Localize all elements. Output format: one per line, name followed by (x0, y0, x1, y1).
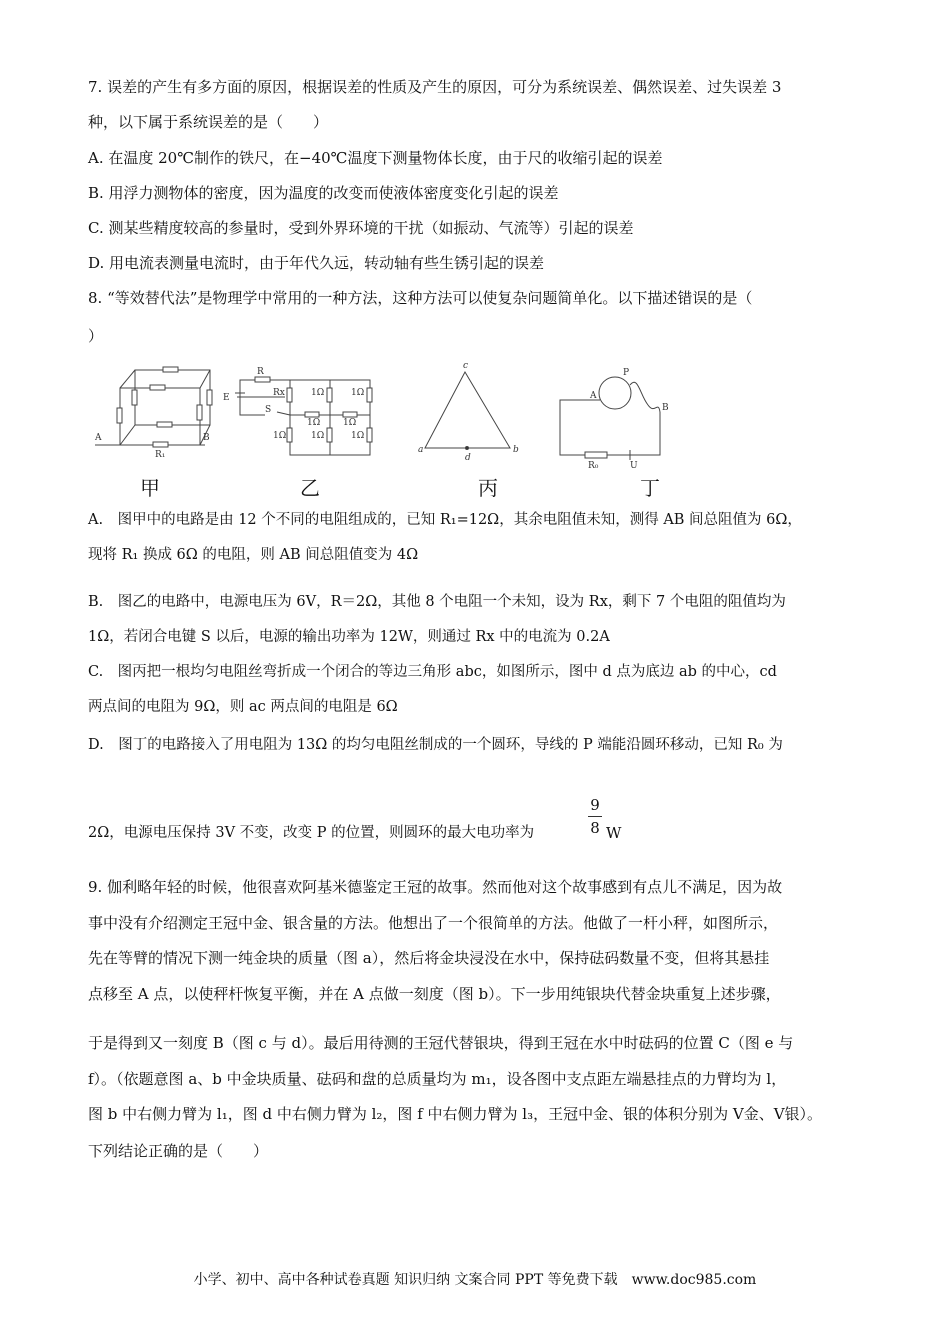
q9-line: f）。（依题意图 a、b 中金块质量、砝码和盘的总质量均为 m₁，设各图中支点距左端悬挂点的力臂均为 l， (88, 1070, 787, 1088)
q7-option-d: D. 用电流表测量电流时，由于年代久远，转动轴有些生锈引起的误差 (88, 254, 545, 272)
q9-line: 事中没有介绍测定王冠中金、银含量的方法。他想出了一个很简单的方法。他做了一杆小秤，如图所示， (88, 914, 779, 932)
svg-text:A: A (590, 391, 597, 401)
svg-text:E: E (223, 393, 230, 403)
q7-stem: 7. 误差的产生有多方面的原因，根据误差的性质及产生的原因，可分为系统误差、偶然误差、过失误差 3 (88, 78, 782, 96)
figure-bing-triangle (418, 361, 519, 463)
figure-label-jia: 甲 (140, 476, 160, 500)
figure-label-ding: 丁 (640, 476, 660, 500)
svg-text:1Ω: 1Ω (311, 388, 325, 398)
svg-text:S: S (265, 405, 272, 415)
q9-line: 下列结论正确的是（ ） (88, 1142, 269, 1160)
q8-option-d: D. 图丁的电路接入了用电阻为 13Ω 的均匀电阻丝制成的一个圆环，导线的 P 端能沿圆环移动，已知 R₀ 为 (88, 737, 783, 753)
q7-stem-cont: 种，以下属于系统误差的是（ ） (88, 113, 329, 131)
figure-ding-ring (560, 368, 669, 471)
q7-option-a: A. 在温度 20℃制作的铁尺，在−40℃温度下测量物体长度，由于尺的收缩引起的误差 (88, 149, 663, 167)
svg-text:c: c (463, 361, 469, 371)
svg-text:b: b (513, 445, 519, 455)
svg-text:1Ω: 1Ω (351, 388, 365, 398)
q8-option-b: B. 图乙的电路中，电源电压为 6V，R＝2Ω，其他 8 个电阻一个未知，设为 Rx，剩下 7 个电阻的阻值均为 (88, 594, 786, 610)
figure-label-bing: 丙 (478, 476, 498, 500)
figure-jia-cube (94, 367, 212, 460)
q7-option-b: B. 用浮力测物体的密度，因为温度的改变而使液体密度变化引起的误差 (88, 184, 559, 202)
svg-text:U: U (630, 461, 638, 471)
q9-line: 9. 伽利略年轻的时候，他很喜欢阿基米德鉴定王冠的故事。然而他对这个故事感到有点儿不满足，因为故 (88, 878, 783, 896)
q8-option-c-cont: 两点间的电阻为 9Ω，则 ac 两点间的电阻是 6Ω (88, 699, 398, 715)
svg-text:B: B (203, 433, 210, 443)
q7-option-c: C. 测某些精度较高的参量时，受到外界环境的干扰（如振动、气流等）引起的误差 (88, 219, 634, 237)
svg-text:Rx: Rx (273, 388, 285, 398)
figure-yi-grid (223, 367, 372, 455)
svg-text:1Ω: 1Ω (273, 431, 287, 441)
unit-watt: W (606, 824, 622, 842)
q8-option-a-cont: 现将 R₁ 换成 6Ω 的电阻，则 AB 间总阻值变为 4Ω (88, 547, 419, 563)
q8-stem-cont: ） (88, 327, 104, 345)
svg-text:1Ω: 1Ω (311, 431, 325, 441)
figure-label-yi: 乙 (300, 476, 320, 500)
svg-text:1Ω: 1Ω (351, 431, 365, 441)
q8-option-a: A. 图甲中的电路是由 12 个不同的电阻组成的，已知 R₁=12Ω，其余电阻值未知，测得 AB 间总阻值为 6Ω， (88, 512, 802, 528)
svg-text:1Ω: 1Ω (307, 418, 321, 428)
q8-stem: 8. “等效替代法”是物理学中常用的一种方法，这种方法可以使复杂问题简单化。以下描述错误的是（ (88, 289, 753, 307)
circuit-figures (95, 360, 669, 471)
svg-text:R₀: R₀ (588, 461, 599, 471)
q8-option-d-cont: 2Ω，电源电压保持 3V 不变，改变 P 的位置，则圆环的最大电功率为 (88, 825, 535, 841)
svg-text:B: B (662, 403, 669, 413)
footer-text: 小学、初中、高中各种试卷真题 知识归纳 文案合同 PPT 等免费下载 www.doc985.com (193, 1272, 757, 1288)
svg-text:1Ω: 1Ω (343, 418, 357, 428)
svg-text:a: a (418, 445, 424, 455)
svg-text:d: d (465, 453, 471, 463)
fraction-9-8 (588, 796, 602, 837)
q9-line: 图 b 中右侧力臂为 l₁，图 d 中右侧力臂为 l₂，图 f 中右侧力臂为 l₃，王冠中金、银的体积分别为 V金、V银）。 (88, 1105, 823, 1123)
q8-option-c: C. 图丙把一根均匀电阻丝弯折成一个闭合的等边三角形 abc，如图所示，图中 d 点为底边 ab 的中心，cd (88, 664, 777, 680)
svg-text:P: P (623, 368, 630, 378)
q9-line: 先在等臂的情况下测一纯金块的质量（图 a），然后将金块浸没在水中，保持砝码数量不变，但将其悬挂 (88, 949, 770, 967)
q9-line: 点移至 A 点，以使秤杆恢复平衡，并在 A 点做一刻度（图 b）。下一步用纯银块代替金块重复上述步骤， (88, 985, 781, 1003)
svg-text:R₁: R₁ (155, 450, 166, 460)
q8-option-b-cont: 1Ω，若闭合电键 S 以后，电源的输出功率为 12W，则通过 Rx 中的电流为 0.2A (88, 629, 610, 645)
fraction-denominator: 8 (590, 819, 600, 837)
svg-text:A: A (95, 433, 102, 443)
svg-text:R: R (257, 367, 264, 377)
q9-line: 于是得到又一刻度 B（图 c 与 d）。最后用待测的王冠代替银块，得到王冠在水中时砝码的位置 C（图 e 与 (88, 1034, 794, 1052)
fraction-numerator: 9 (590, 796, 600, 814)
